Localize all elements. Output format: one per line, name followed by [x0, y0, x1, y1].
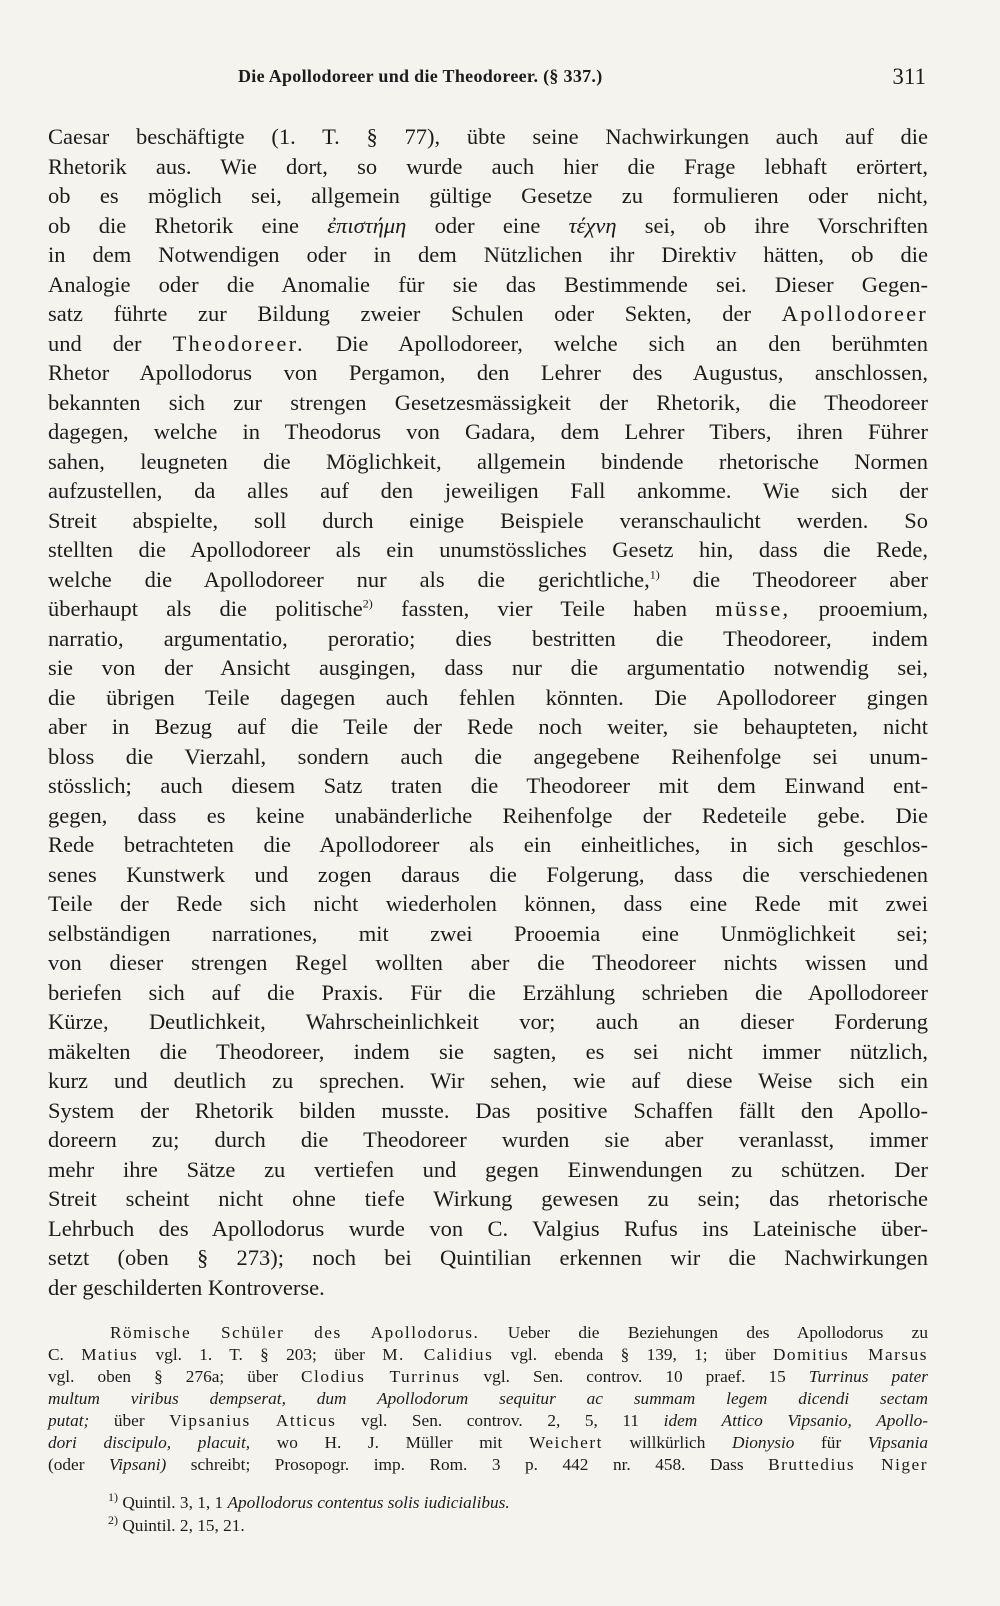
text-line: [48, 565, 928, 595]
text-run: für: [821, 1433, 842, 1452]
text-run: ob die Rhetorik eine: [48, 212, 299, 238]
note-line: [48, 1366, 928, 1388]
text-run: willkürlich: [629, 1433, 706, 1452]
spaced-name: Weichert: [528, 1433, 603, 1452]
text-run: und der: [48, 330, 142, 356]
text-line: Teile der Rede sich nicht wiederholen können, dass eine Rede mit zwei: [48, 891, 928, 916]
text-line: mehr ihre Sätze zu vertiefen und gegen Einwendungen zu schützen. Der: [48, 1156, 928, 1182]
small-print-note: [48, 1322, 928, 1476]
text-line: kurz und deutlich zu sprechen. Wir sehen, wie auf diese Weise sich ein: [48, 1068, 928, 1093]
footnote: [108, 1491, 908, 1514]
text-run: satz führte zur Bildung zweier Schulen oder Sekten, der: [48, 301, 751, 326]
latin-quote: dori discipulo, placuit,: [48, 1433, 251, 1452]
latin-quote: Apollodorus contentus solis iudicialibus.: [227, 1493, 510, 1512]
note-line: [48, 1410, 928, 1432]
text-line: gegen, dass es keine unabänderliche Reihenfolge der Redeteile gebe. Die: [48, 802, 928, 828]
footnote-ref: 1): [649, 567, 660, 581]
text-run: über: [113, 1411, 145, 1430]
text-line: setzt (oben § 273); noch bei Quintilian erkennen wir die Nachwirkungen: [48, 1245, 928, 1270]
running-head: Die Apollodoreer und die Theodoreer. (§ 337.): [238, 66, 603, 86]
text-run: prooemium,: [818, 596, 929, 621]
text-line: die übrigen Teile dagegen auch fehlen könnten. Die Apollodoreer gingen: [48, 684, 928, 710]
latin-quote: Vipsania: [867, 1433, 929, 1452]
spaced-term: Theodoreer.: [172, 330, 305, 356]
text-line: ob es möglich sei, allgemein gültige Gesetze zu formulieren oder nicht,: [48, 183, 928, 208]
spaced-name: Matius: [81, 1345, 139, 1364]
note-line: [48, 1344, 928, 1366]
latin-quote: idem Attico Vipsanio, Apollo-: [663, 1411, 928, 1430]
text-line: senes Kunstwerk und zogen daraus die Folgerung, dass die verschiedenen: [48, 861, 928, 887]
text-run: wo H. J. Müller mit: [276, 1433, 503, 1452]
text-run: schreibt; Prosopogr. imp. Rom. 3 p. 442 nr. 458. Dass: [190, 1455, 744, 1474]
text-run: vgl. 1. T. § 203; über: [155, 1345, 365, 1364]
text-line: in dem Notwendigen oder in dem Nützlichen ihr Direktiv hätten, ob die: [48, 242, 928, 267]
spaced-term: Apollodoreer: [781, 301, 928, 326]
text-line: selbständigen narrationes, mit zwei Prooemia eine Unmöglichkeit sei;: [48, 920, 928, 946]
latin-quote: Turrinus pater: [808, 1367, 928, 1386]
text-run: welche die Apollodoreer nur als die gerichtliche,: [48, 566, 650, 592]
main-text: [48, 122, 928, 1302]
text-line: Streit abspielte, soll durch einige Beispiele veranschaulicht werden. So: [48, 507, 928, 533]
latin-quote: Dionysio: [732, 1433, 795, 1452]
text-line: sahen, leugneten die Möglichkeit, allgemein bindende rhetorische Normen: [48, 448, 928, 474]
page-number: 311: [892, 64, 926, 89]
text-line: Streit scheint nicht ohne tiefe Wirkung gewesen zu sein; das rhetorische: [48, 1186, 928, 1211]
text-line: [48, 594, 928, 624]
text-run: Die Apollodoreer, welche sich an den berühmten: [335, 330, 929, 356]
footnote-marker: 1): [108, 1490, 118, 1505]
text-run: vgl. Sen. controv. 10 praef. 15: [483, 1367, 786, 1386]
text-line: Analogie oder die Anomalie für sie das Bestimmende sei. Dieser Gegen-: [48, 271, 928, 297]
text-line: bloss die Vierzahl, sondern auch die angegebene Reihenfolge sei unum-: [48, 743, 928, 769]
latin-quote: Vipsani): [108, 1455, 167, 1474]
footnote-ref: 2): [362, 596, 373, 611]
text-line: von dieser strengen Regel wollten aber die Theodoreer nichts wissen und: [48, 950, 928, 975]
text-line: narratio, argumentatio, peroratio; dies bestritten die Theodoreer, indem: [48, 625, 928, 651]
spaced-name: Vipsanius Atticus: [169, 1411, 337, 1430]
text-run: überhaupt als die politische: [48, 596, 363, 621]
text-run: Quintil. 3, 1, 1: [122, 1493, 224, 1512]
greek-term: ἐπιστήμη: [327, 212, 407, 238]
text-run: vgl. ebenda § 139, 1; über: [510, 1345, 756, 1364]
text-run: (oder: [48, 1455, 85, 1474]
text-line: stösslich; auch diesem Satz traten die Theodoreer mit dem Einwand ent-: [48, 773, 928, 798]
text-run: die Theodoreer aber: [692, 566, 928, 592]
text-run: vgl. oben § 276a; über: [48, 1367, 278, 1386]
text-line: stellten die Apollodoreer als ein unumstössliches Gesetz hin, dass die Rede,: [48, 537, 928, 562]
footnotes: [108, 1491, 908, 1537]
greek-term: τέχνη: [568, 212, 617, 238]
footnote-marker: 2): [108, 1513, 118, 1528]
text-line: aber in Bezug auf die Teile der Rede noch weiter, sie behaupteten, nicht: [48, 714, 928, 739]
text-line: Rhetor Apollodorus von Pergamon, den Lehrer des Augustus, anschlossen,: [48, 360, 928, 385]
text-line: dagegen, welche in Theodorus von Gadara, dem Lehrer Tibers, ihren Führer: [48, 419, 928, 444]
spaced-name: Clodius Turrinus: [301, 1367, 461, 1386]
text-line: [48, 211, 928, 241]
text-run: Quintil. 2, 15, 21.: [122, 1516, 245, 1535]
text-line: System der Rhetorik bilden musste. Das positive Schaffen fällt den Apollo-: [48, 1097, 928, 1123]
note-line: [48, 1322, 928, 1344]
text-line: der geschilderten Kontroverse.: [48, 1274, 325, 1300]
text-run: C.: [48, 1345, 64, 1364]
note-line: [48, 1454, 928, 1476]
spaced-name: Domitius Marsus: [772, 1345, 928, 1364]
text-line: bekannten sich zur strengen Gesetzesmässigkeit der Rhetorik, die Theodoreer: [48, 389, 928, 415]
latin-quote: putat;: [48, 1411, 90, 1430]
note-line: multum viribus dempserat, dum Apollodorum sequitur ac summam legem dicendi sectam: [48, 1389, 928, 1408]
note-heading: Römische Schüler des Apollodorus.: [110, 1323, 480, 1342]
text-line: [48, 329, 928, 359]
text-line: [48, 299, 928, 329]
text-run: Ueber die Beziehungen des Apollodorus zu: [507, 1323, 928, 1342]
text-line: Kürze, Deutlichkeit, Wahrscheinlichkeit vor; auch an dieser Forderung: [48, 1009, 928, 1034]
text-line: sie von der Ansicht ausgingen, dass nur die argumentatio notwendig sei,: [48, 655, 928, 680]
text-run: oder eine: [434, 212, 541, 238]
text-line: aufzustellen, da alles auf den jeweiligen Fall ankomme. Wie sich der: [48, 478, 928, 503]
spaced-term: müsse,: [715, 596, 791, 621]
text-line: Caesar beschäftigte (1. T. § 77), übte seine Nachwirkungen auch auf die: [48, 124, 928, 149]
text-line: Rhetorik aus. Wie dort, so wurde auch hier die Frage lebhaft erörtert,: [48, 153, 928, 179]
text-run: fassten, vier Teile haben: [401, 596, 687, 621]
note-line: [48, 1432, 928, 1454]
spaced-name: M. Calidius: [382, 1345, 494, 1364]
text-line: doreern zu; durch die Theodoreer wurden sie aber veranlasst, immer: [48, 1127, 928, 1152]
text-line: Rede betrachteten die Apollodoreer als ein einheitliches, in sich geschlos-: [48, 832, 928, 857]
page-header: [46, 62, 926, 96]
text-line: beriefen sich auf die Praxis. Für die Erzählung schrieben die Apollodoreer: [48, 979, 928, 1005]
spaced-name: Bruttedius Niger: [768, 1455, 928, 1474]
text-line: mäkelten die Theodoreer, indem sie sagten, es sei nicht immer nützlich,: [48, 1038, 928, 1064]
footnote: [108, 1514, 908, 1537]
text-run: vgl. Sen. controv. 2, 5, 11: [360, 1411, 640, 1430]
text-line: Lehrbuch des Apollodorus wurde von C. Valgius Rufus ins Lateinische über-: [48, 1215, 928, 1241]
text-run: sei, ob ihre Vorschriften: [644, 212, 929, 238]
